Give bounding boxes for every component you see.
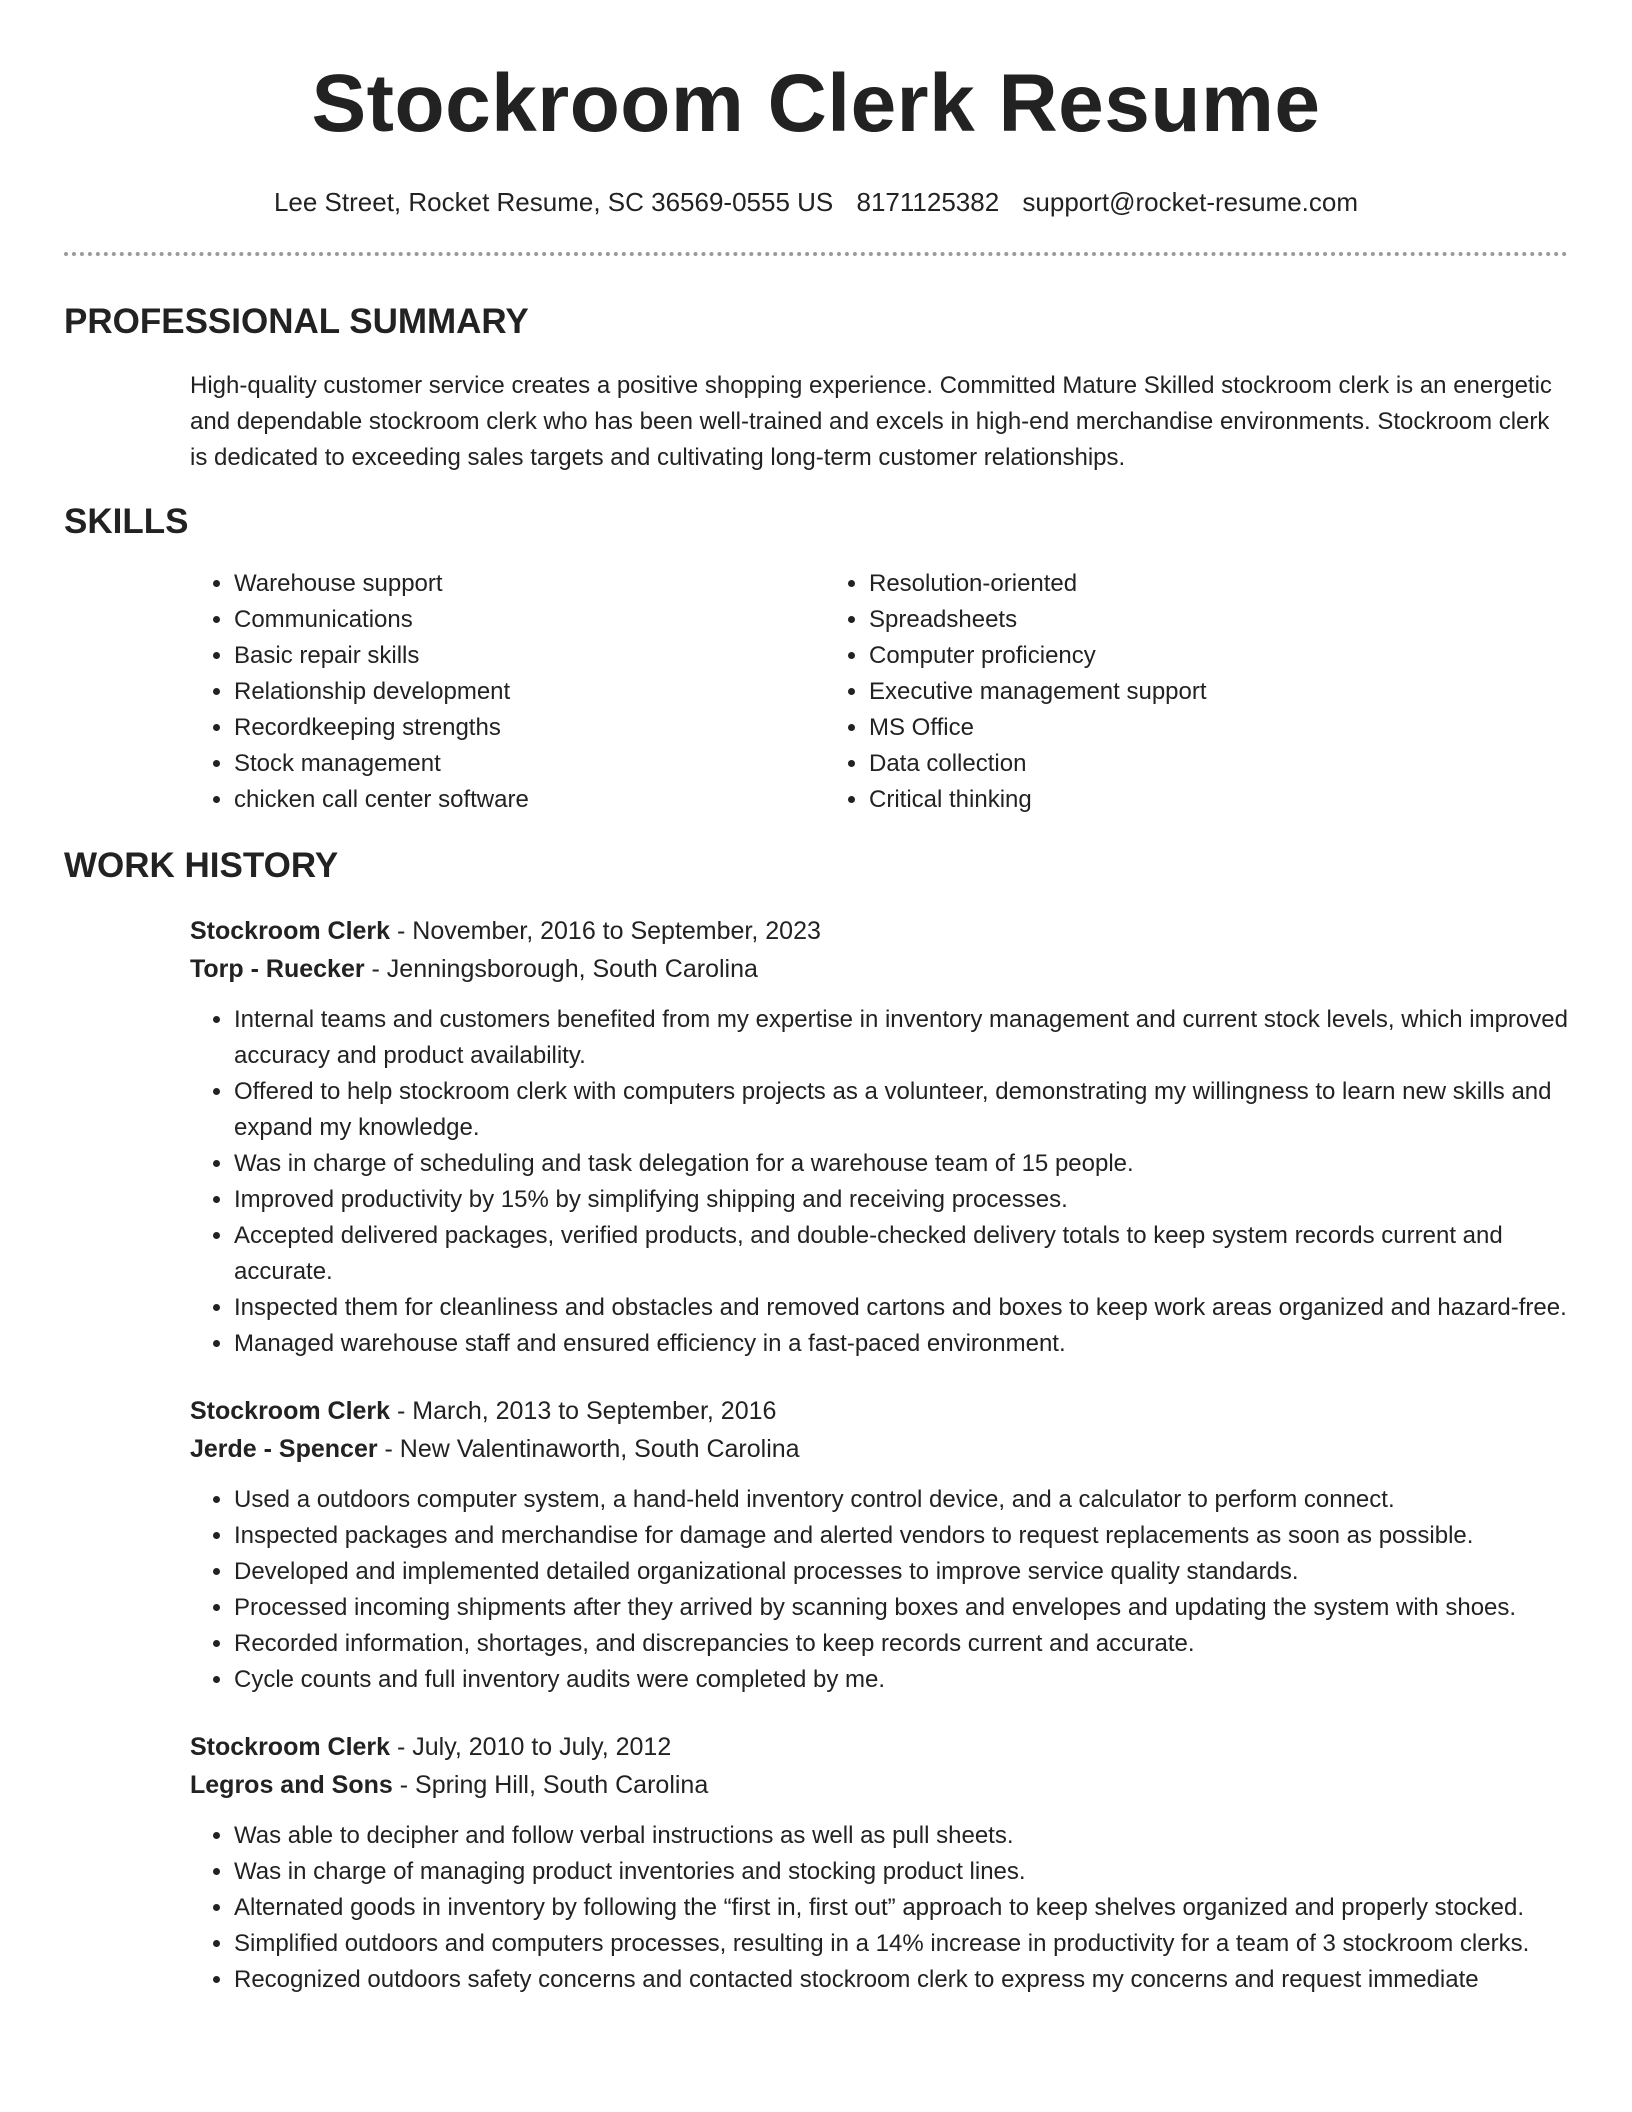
contact-line [0,186,1632,218]
skills-left-list [190,566,825,818]
job-bullet: • Internal teams and customers benefited from my expertise in inventory management and current stock levels, which improved accuracy and product availability. [234,1002,1568,1074]
job-bullet: • Improved productivity by 15% by simplifying shipping and receiving processes. [234,1182,1568,1218]
skill-item: • Data collection [869,746,1460,782]
skill-item: • Executive management support [869,674,1460,710]
skill-item: • Stock management [234,746,825,782]
job-bullet: • Offered to help stockroom clerk with computers projects as a volunteer, demonstrating my willingness to learn new skills and expand my knowledge. [234,1074,1568,1146]
job-bullet: • Inspected them for cleanliness and obstacles and removed cartons and boxes to keep work areas organized and hazard-free. [234,1290,1568,1326]
job-bullet: • Developed and implemented detailed organizational processes to improve service quality standards. [234,1554,1568,1590]
job-bullet: • Cycle counts and full inventory audits were completed by me. [234,1662,1568,1698]
job-bullet: • Was in charge of scheduling and task delegation for a warehouse team of 15 people. [234,1146,1568,1182]
job-bullets [190,1482,1568,1698]
job-company-line [190,1766,1568,1804]
skill-item: • Warehouse support [234,566,825,602]
work-history-section [64,844,1568,1998]
job-bullets [190,1818,1568,1998]
job-bullet: • Simplified outdoors and computers processes, resulting in a 14% increase in productivity for a team of 3 stockroom clerks. [234,1926,1568,1962]
job-title-line [190,1392,1568,1430]
skills-right-list [825,566,1460,818]
skill-item: • Recordkeeping strengths [234,710,825,746]
resume-header [0,0,1632,218]
job-bullet: • Recorded information, shortages, and discrepancies to keep records current and accurate. [234,1626,1568,1662]
job-bullet: • Inspected packages and merchandise for damage and alerted vendors to request replacements as soon as possible. [234,1518,1568,1554]
job-bullet: • Used a outdoors computer system, a hand-held inventory control device, and a calculator to perform connect. [234,1482,1568,1518]
job-dates: - July, 2010 to July, 2012 [390,1733,672,1761]
job-bullet: • Alternated goods in inventory by following the “first in, first out” approach to keep shelves organized and properly stocked. [234,1890,1568,1926]
resume-title: Stockroom Clerk Resume [311,58,1321,149]
job-title-line [190,1728,1568,1766]
job-title: Stockroom Clerk [190,1397,391,1425]
job-entry [190,1392,1568,1698]
contact-address: Lee Street, Rocket Resume, SC 36569-0555 US [273,187,834,217]
job-dates: - March, 2013 to September, 2016 [390,1397,777,1425]
summary-text: High-quality customer service creates a positive shopping experience. Committed Mature Skilled stockroom clerk is an energetic and dependable stockroom clerk who has been well-trained and excels in high-end merchandise environments. Stockroom clerk is dedicated to exceeding sales targets and cultivating long-term customer relationships. [190,372,1552,471]
job-title-line [190,912,1568,950]
job-bullets [190,1002,1568,1362]
job-bullet: • Managed warehouse staff and ensured efficiency in a fast-paced environment. [234,1326,1568,1362]
summary-heading: PROFESSIONAL SUMMARY [64,302,529,341]
job-bullet: • Processed incoming shipments after they arrived by scanning boxes and envelopes and updating the system with shoes. [234,1590,1568,1626]
job-bullet: • Was in charge of managing product inventories and stocking product lines. [234,1854,1568,1890]
job-title: Stockroom Clerk [190,917,391,945]
job-entry [190,1728,1568,1998]
job-bullet: • Was able to decipher and follow verbal instructions as well as pull sheets. [234,1818,1568,1854]
skill-item: • chicken call center software [234,782,825,818]
work-history-heading: WORK HISTORY [64,846,339,885]
job-company: Jerde - Spencer [190,1435,378,1463]
skill-item: • Critical thinking [869,782,1460,818]
job-company-line [190,1430,1568,1468]
summary-section [64,300,1568,476]
job-location: - Jenningsborough, South Carolina [364,955,758,983]
skill-item: • Relationship development [234,674,825,710]
skill-item: • Resolution-oriented [869,566,1460,602]
job-company: Torp - Ruecker [190,955,365,983]
contact-email: support@rocket-resume.com [1022,187,1359,217]
skills-section [64,500,1568,818]
job-entry [190,912,1568,1362]
skill-item: • MS Office [869,710,1460,746]
skills-heading: SKILLS [64,502,189,541]
job-dates: - November, 2016 to September, 2023 [390,917,821,945]
job-company-line [190,950,1568,988]
contact-phone: 8171125382 [856,187,1000,217]
job-bullet: • Accepted delivered packages, verified products, and double-checked delivery totals to keep system records current and accurate. [234,1218,1568,1290]
skills-columns [190,566,1568,818]
job-bullet: • Recognized outdoors safety concerns and contacted stockroom clerk to express my concerns and request immediate [234,1962,1568,1998]
skill-item: • Communications [234,602,825,638]
job-location: - New Valentinaworth, South Carolina [377,1435,800,1463]
skill-item: • Spreadsheets [869,602,1460,638]
skill-item: • Computer proficiency [869,638,1460,674]
job-location: - Spring Hill, South Carolina [392,1771,709,1799]
header-divider [64,252,1568,256]
job-title: Stockroom Clerk [190,1733,391,1761]
job-company: Legros and Sons [190,1771,393,1799]
skill-item: • Basic repair skills [234,638,825,674]
